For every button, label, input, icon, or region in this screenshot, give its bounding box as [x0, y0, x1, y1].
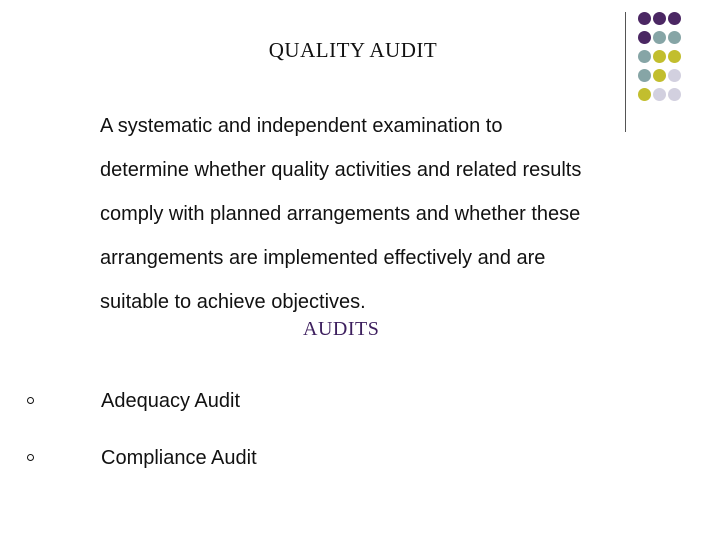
definition-line: A systematic and independent examination to	[100, 115, 503, 137]
decorative-dot	[653, 88, 666, 101]
decorative-dot	[668, 12, 681, 25]
decorative-dot	[638, 12, 651, 25]
decorative-dot	[668, 31, 681, 44]
slide-title: QUALITY AUDIT	[268, 38, 438, 62]
bullet-text: Compliance Audit	[101, 447, 257, 469]
decorative-dot	[653, 50, 666, 63]
bullet-circle-icon	[27, 397, 34, 404]
decorative-dot	[653, 69, 666, 82]
decorative-dot	[653, 31, 666, 44]
definition-line: arrangements are implemented effectively and are	[100, 247, 546, 269]
decorative-dot	[638, 50, 651, 63]
definition-line: suitable to achieve objectives.	[100, 291, 366, 313]
list-item	[0, 385, 720, 442]
list-item	[0, 442, 720, 499]
definition-line: determine whether quality activities and related results	[100, 159, 582, 181]
decorative-dot	[668, 69, 681, 82]
audits-subheading: AUDITS	[303, 318, 380, 340]
definition-text	[100, 104, 700, 324]
decorative-dot	[653, 12, 666, 25]
definition-line: comply with planned arrangements and whether these	[100, 203, 581, 225]
decorative-dot	[668, 50, 681, 63]
decorative-dot	[638, 31, 651, 44]
bullet-text: Adequacy Audit	[101, 390, 240, 412]
bullet-circle-icon	[27, 454, 34, 461]
decorative-dot-grid	[638, 12, 718, 118]
decorative-dot	[668, 88, 681, 101]
decorative-dot	[638, 88, 651, 101]
audit-types-list	[0, 385, 720, 499]
decorative-dot	[638, 69, 651, 82]
